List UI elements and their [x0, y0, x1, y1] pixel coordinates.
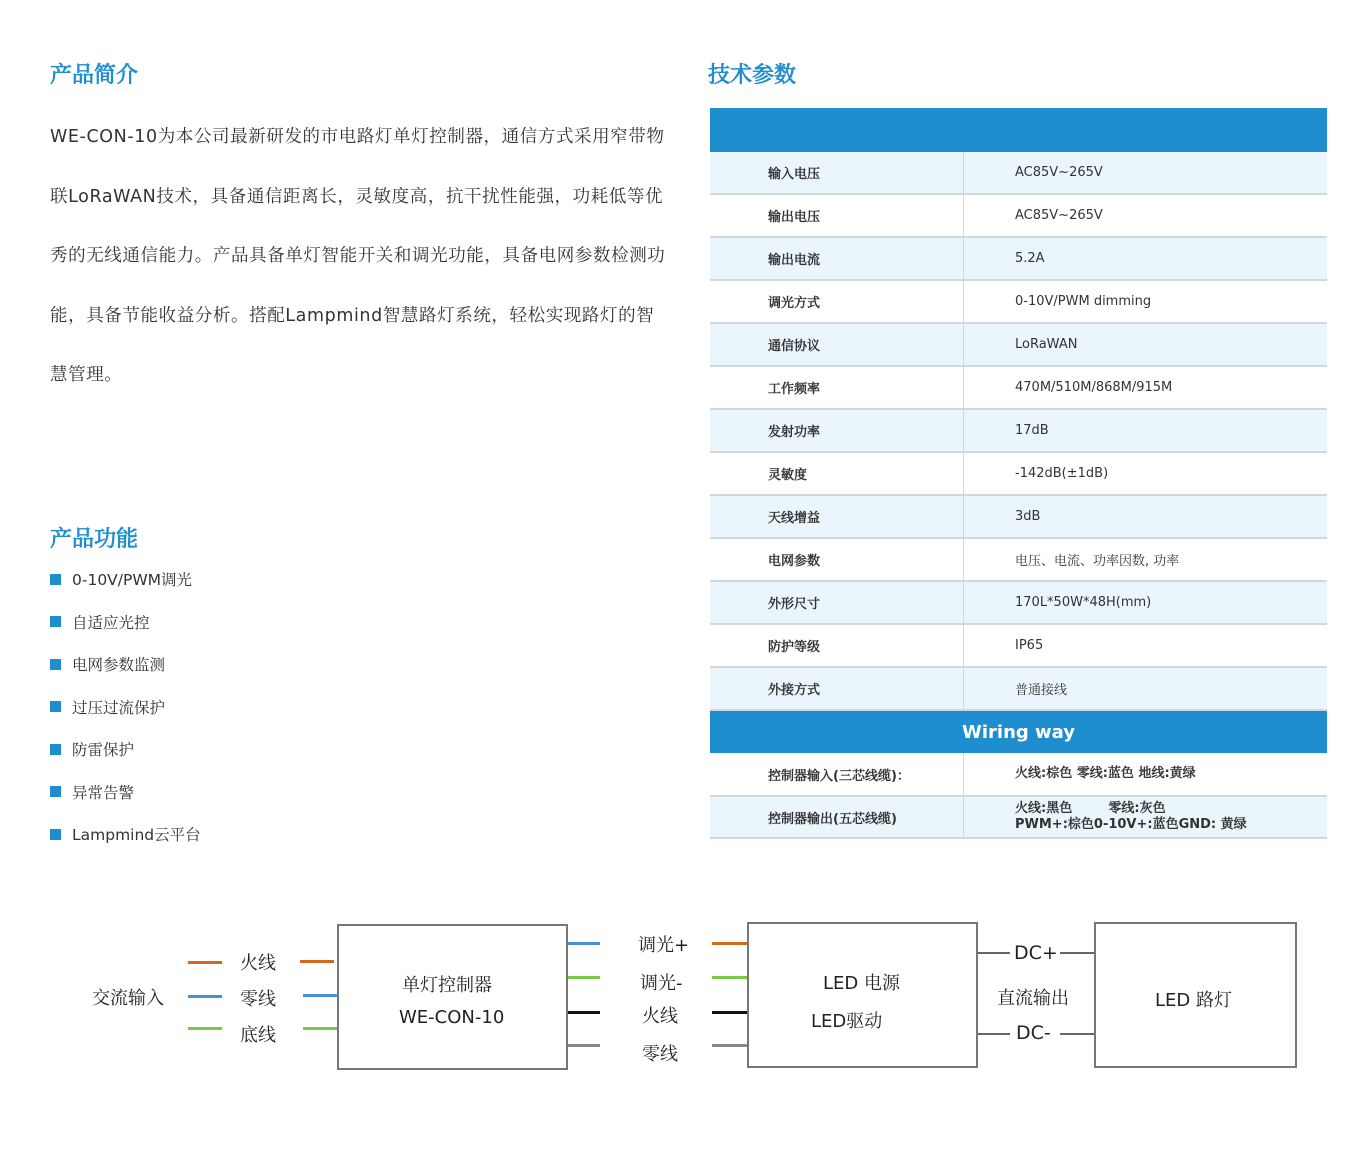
feature-item	[50, 728, 201, 771]
bullet-square-icon	[50, 574, 61, 585]
spec-key: 发射功率	[710, 410, 964, 451]
live-out-wire-left	[568, 1011, 600, 1014]
spec-value: 普通接线	[1015, 683, 1068, 698]
out-label-dim-minus: 调光-	[640, 973, 683, 994]
spec-value: 0-10V/PWM dimming	[1015, 294, 1152, 309]
spec-row	[710, 496, 1327, 539]
spec-row	[710, 367, 1327, 410]
spec-value: 3dB	[1015, 509, 1041, 524]
out-label-live: 火线	[642, 1006, 678, 1027]
led-lamp-label: LED 路灯	[1155, 990, 1232, 1011]
dc-plus-wire-right	[1060, 952, 1094, 954]
intro-paragraph: WE-CON-10为本公司最新研发的市电路灯单灯控制器，通信方式采用窄带物联LoRaWAN技术，具备通信距离长，灵敏度高，抗干扰性能强，功耗低等优秀的无线通信能力。产品具备单灯智能开关和调光功能，具备电网参数检测功能，具备节能收益分析。搭配Lampmind智慧路灯系统，轻松实现路灯的智慧管理。	[50, 127, 666, 385]
feature-label: 防雷保护	[72, 741, 135, 760]
bullet-square-icon	[50, 786, 61, 797]
spec-key: 外接方式	[710, 668, 964, 709]
wiring-header: Wiring way	[710, 711, 1327, 753]
spec-row	[710, 281, 1327, 324]
spec-row	[710, 453, 1327, 496]
neutral-out-wire-left	[568, 1044, 600, 1047]
dim-minus-wire-left	[568, 976, 600, 979]
bullet-square-icon	[50, 701, 61, 712]
spec-key: 电网参数	[710, 539, 964, 580]
spec-value: AC85V~265V	[1015, 208, 1103, 223]
dc-minus-wire-left	[978, 1033, 1010, 1035]
controller-box	[337, 924, 568, 1070]
feature-label: 电网参数监测	[72, 656, 166, 675]
wiring-value-line: PWM+:棕色0-10V+:蓝色GND: 黄绿	[1015, 817, 1247, 832]
dim-plus-wire-right	[712, 942, 747, 945]
neutral-wire-left	[188, 995, 222, 998]
spec-value: IP65	[1015, 638, 1044, 653]
functions-title: 产品功能	[50, 527, 139, 552]
spec-table-header	[710, 108, 1327, 152]
spec-key: 天线增益	[710, 496, 964, 537]
spec-key: 工作频率	[710, 367, 964, 408]
spec-value: 17dB	[1015, 423, 1049, 438]
dim-minus-wire-right	[712, 976, 747, 979]
spec-row	[710, 668, 1327, 711]
spec-row	[710, 539, 1327, 582]
in-label-live: 火线	[240, 953, 276, 974]
spec-value: 5.2A	[1015, 251, 1045, 266]
bullet-square-icon	[50, 616, 61, 627]
feature-item	[50, 643, 201, 686]
spec-row	[710, 410, 1327, 453]
feature-item	[50, 771, 201, 814]
led-driver-box	[747, 922, 978, 1068]
spec-value: AC85V~265V	[1015, 165, 1103, 180]
in-label-earth: 底线	[240, 1025, 276, 1046]
specs-title: 技术参数	[708, 63, 797, 88]
wiring-row	[710, 753, 1327, 797]
spec-value: 170L*50W*48H(mm)	[1015, 595, 1152, 610]
ac-input-label: 交流输入	[92, 988, 164, 1009]
wiring-row	[710, 797, 1327, 839]
spec-value: -142dB(±1dB)	[1015, 466, 1109, 481]
controller-name: 单灯控制器	[402, 975, 492, 996]
out-label-dim-plus: 调光+	[638, 935, 690, 956]
feature-item	[50, 686, 201, 729]
dc-plus-label: DC+	[1014, 942, 1058, 964]
wiring-value	[964, 797, 1327, 837]
dc-output-label: 直流输出	[997, 988, 1069, 1009]
wiring-value	[964, 753, 1327, 795]
out-label-neutral: 零线	[642, 1044, 678, 1065]
spec-key: 通信协议	[710, 324, 964, 365]
controller-model: WE-CON-10	[399, 1007, 505, 1028]
feature-label: 0-10V/PWM调光	[72, 571, 193, 590]
feature-label: 异常告警	[72, 783, 135, 802]
feature-label: Lampmind云平台	[72, 826, 201, 845]
intro-title: 产品简介	[50, 63, 139, 88]
spec-rows	[710, 152, 1327, 711]
spec-key: 灵敏度	[710, 453, 964, 494]
live-wire-right	[300, 960, 334, 963]
spec-value: 电压、电流、功率因数, 功率	[1015, 554, 1180, 569]
wiring-value-line: 火线:黑色 零线:灰色	[1015, 801, 1166, 816]
dc-minus-label: DC-	[1016, 1022, 1051, 1044]
feature-label: 过压过流保护	[72, 698, 166, 717]
live-out-wire-right	[712, 1011, 747, 1014]
bullet-square-icon	[50, 829, 61, 840]
wiring-value-line: 火线:棕色 零线:蓝色 地线:黄绿	[1015, 766, 1196, 781]
feature-label: 自适应光控	[72, 613, 150, 632]
wiring-key: 控制器输入(三芯线缆)：	[710, 753, 964, 795]
neutral-wire-right	[303, 994, 337, 997]
spec-key: 防护等级	[710, 625, 964, 666]
neutral-out-wire-right	[712, 1044, 747, 1047]
feature-item	[50, 813, 201, 856]
live-wire-left	[188, 961, 222, 964]
spec-key: 调光方式	[710, 281, 964, 322]
spec-key: 输入电压	[710, 152, 964, 193]
in-label-neutral: 零线	[240, 989, 276, 1010]
driver-label: LED驱动	[811, 1011, 883, 1032]
dim-plus-wire-left	[568, 942, 600, 945]
dc-minus-wire-right	[1060, 1033, 1094, 1035]
spec-key: 输出电流	[710, 238, 964, 279]
led-lamp-box	[1094, 922, 1297, 1068]
feature-item	[50, 601, 201, 644]
feature-item	[50, 558, 201, 601]
earth-wire-right	[303, 1027, 337, 1030]
driver-power-label: LED 电源	[823, 973, 900, 994]
spec-value: 470M/510M/868M/915M	[1015, 380, 1173, 395]
earth-wire-left	[188, 1027, 222, 1030]
bullet-square-icon	[50, 744, 61, 755]
dc-plus-wire-left	[978, 952, 1010, 954]
spec-value: LoRaWAN	[1015, 337, 1078, 352]
bullet-square-icon	[50, 659, 61, 670]
spec-key: 外形尺寸	[710, 582, 964, 623]
wiring-diagram	[0, 880, 1372, 1110]
spec-row	[710, 238, 1327, 281]
spec-row	[710, 195, 1327, 238]
spec-table	[710, 108, 1327, 839]
spec-row	[710, 324, 1327, 367]
spec-key: 输出电压	[710, 195, 964, 236]
wiring-key: 控制器输出(五芯线缆)	[710, 797, 964, 837]
spec-row	[710, 152, 1327, 195]
feature-list	[50, 558, 201, 856]
spec-row	[710, 582, 1327, 625]
spec-row	[710, 625, 1327, 668]
